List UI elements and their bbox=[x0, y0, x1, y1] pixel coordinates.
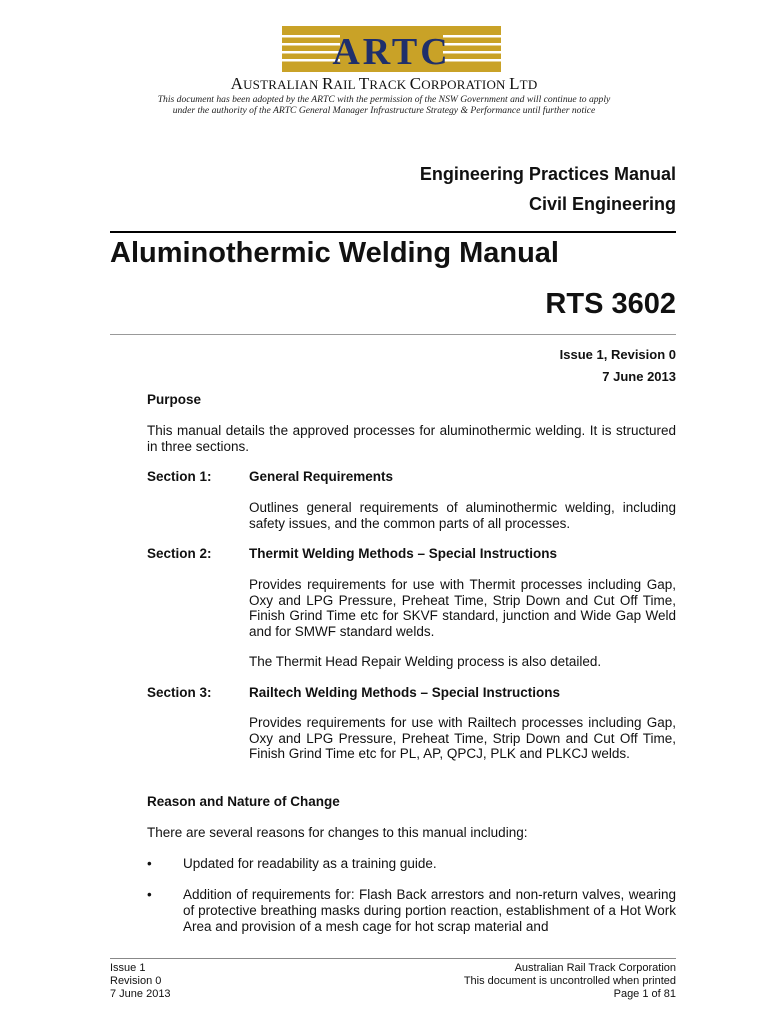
footer-date: 7 June 2013 bbox=[110, 988, 171, 1000]
section-2-desc: Provides requirements for use with Thermit processes including Gap, Oxy and LPG Pressure, Preheat Time, Strip Down and Cut Off Time, Finish Grind Time etc for SKVF standard, junction and Wide Gap Weld and for SMWF standard welds. bbox=[249, 577, 676, 639]
code-rule bbox=[110, 334, 676, 335]
discipline: Civil Engineering bbox=[528, 194, 676, 214]
purpose-text: This manual details the approved processes for aluminothermic welding. It is structured in three sections. bbox=[147, 423, 676, 454]
issue-revision: Issue 1, Revision 0 bbox=[559, 347, 676, 362]
footer-organisation: Australian Rail Track Corporation bbox=[514, 962, 676, 974]
logo-text: ARTC bbox=[332, 31, 451, 72]
section-1-desc: Outlines general requirements of aluminothermic welding, including safety issues, and the common parts of all processes. bbox=[249, 500, 676, 531]
bullet-1-marker: • bbox=[147, 856, 152, 871]
section-1-label: Section 1: bbox=[147, 469, 212, 484]
purpose-heading: Purpose bbox=[147, 392, 202, 407]
footer-rule bbox=[110, 958, 676, 959]
bullet-2-text: Addition of requirements for: Flash Back arrestors and non-return valves, wearing of protective breathing masks during portion reaction, establishment of a Hot Work Area and provision of a mesh cage for hot scrap material and bbox=[183, 887, 676, 934]
bullet-1-text: Updated for readability as a training guide. bbox=[183, 856, 437, 871]
footer-page-number: Page 1 of 81 bbox=[613, 988, 676, 1000]
section-1-title: General Requirements bbox=[249, 469, 394, 484]
section-2-title: Thermit Welding Methods – Special Instructions bbox=[249, 546, 558, 561]
reason-heading: Reason and Nature of Change bbox=[147, 794, 340, 809]
footer-issue: Issue 1 bbox=[110, 962, 146, 974]
section-3-desc: Provides requirements for use with Railtech processes including Gap, Oxy and LPG Pressure, Preheat Time, Strip Down and Cut Off Time, Finish Grind Time etc for PL, AP, QPCJ, PLK and PLKCJ welds. bbox=[249, 715, 676, 761]
company-name: AUSTRALIAN RAIL TRACK CORPORATION LTD bbox=[230, 74, 538, 93]
title-rule bbox=[110, 231, 676, 233]
section-2-label: Section 2: bbox=[147, 546, 212, 561]
footer-revision: Revision 0 bbox=[110, 975, 162, 987]
bullet-2-marker: • bbox=[147, 887, 152, 902]
reason-intro: There are several reasons for changes to this manual including: bbox=[147, 825, 528, 840]
document-code: RTS 3602 bbox=[545, 288, 676, 320]
section-3-label: Section 3: bbox=[147, 685, 212, 700]
document-title: Aluminothermic Welding Manual bbox=[110, 237, 559, 269]
issue-date: 7 June 2013 bbox=[602, 369, 676, 384]
adoption-note: This document has been adopted by the ARTC with the permission of the NSW Government and will continue to apply under the authority of the ARTC General Manager Infrastructure Strategy & Performance until further notice bbox=[157, 94, 611, 116]
section-2-extra: The Thermit Head Repair Welding process is also detailed. bbox=[249, 654, 602, 669]
footer-uncontrolled-notice: This document is uncontrolled when printed bbox=[463, 975, 676, 987]
section-3-title: Railtech Welding Methods – Special Instructions bbox=[249, 685, 561, 700]
artc-logo bbox=[282, 26, 501, 72]
manual-name: Engineering Practices Manual bbox=[419, 164, 676, 184]
